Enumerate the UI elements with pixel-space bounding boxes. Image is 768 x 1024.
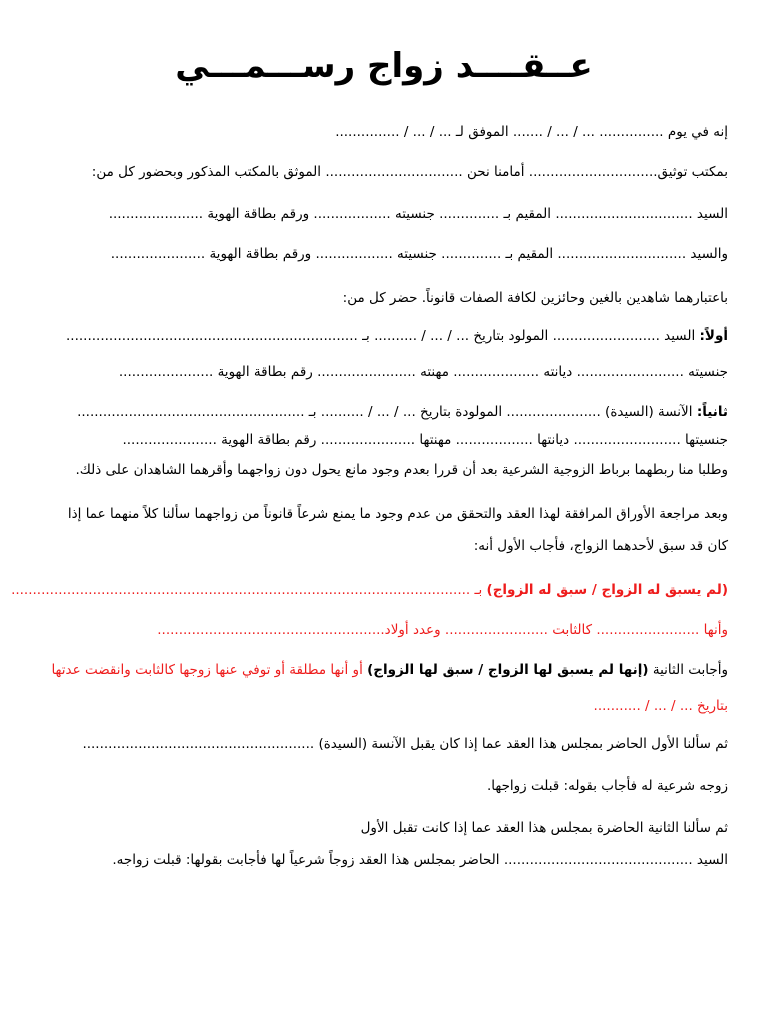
bride-date-line: بتاريخ ... / ... / ........... — [593, 698, 728, 714]
bride-label: ثانياً: — [696, 404, 728, 420]
groom-details: السيد ......................... المولود بتاريخ ... / ... / .......... بـ .................................................................... — [66, 328, 700, 344]
groom-marital-details: بـ ........................................................................................................... — [11, 582, 487, 598]
bride-info-line: جنسيتها ......................... ديانتها .................. مهنتها ...................... رقم بطاقة الهوية ...................... — [122, 432, 728, 448]
groom-children-line: وأنها ........................ كالثابت ........................ وعدد أولاد..................................................... — [157, 622, 728, 638]
page-title: عــقــــد زواج رســـمـــي — [175, 46, 593, 86]
review-line: وبعد مراجعة الأوراق المرافقة لهذا العقد والتحقق من عدم وجود ما يمنع شرعاً قانوناً من زواجهما سألنا كلاً منهما عما إذا — [67, 506, 728, 522]
bride-answer-prefix: وأجابت الثانية — [648, 662, 728, 678]
bride-marital-line — [38, 660, 728, 680]
groom-acceptance-answer: زوجه شرعية له فأجاب بقوله: قبلت زواجها. — [486, 778, 728, 794]
date-line: إنه في يوم ............... ... / ... / ....... الموفق لـ ... / ... / ............... — [335, 124, 728, 140]
bride-marital-details: أو أنها مطلقة أو توفي عنها زوجها كالثابت وانقضت عدتها — [51, 662, 368, 678]
groom-marital-options: (لم يسبق له الزواج / سبق له الزواج) — [486, 582, 728, 598]
groom-marital-line — [11, 580, 728, 600]
request-line: وطلبا منا ربطهما برباط الزوجية الشرعية بعد أن قررا بعدم وجود مانع يحول دون زواجهما وأقرهما الشاهدان على ذلك. — [75, 462, 728, 478]
witness-1-line: السيد ................................ المقيم بـ .............. جنسيته .................. ورقم بطاقة الهوية ...................... — [108, 206, 728, 222]
witness-2-line: والسيد .............................. المقيم بـ .............. جنسيته .................. ورقم بطاقة الهوية ...................... — [110, 246, 728, 262]
review-line-2: كان قد سبق لأحدهما الزواج، فأجاب الأول أنه: — [473, 538, 728, 554]
bride-details: الآنسة (السيدة) ...................... المولودة بتاريخ ... / ... / .......... بـ ..................................................... — [77, 404, 697, 420]
bride-acceptance-question: ثم سألنا الثانية الحاضرة بمجلس هذا العقد عما إذا كانت تقبل الأول — [360, 820, 728, 836]
bride-line — [38, 402, 728, 422]
bride-acceptance-answer: السيد ............................................ الحاضر بمجلس هذا العقد زوجاً شرعياً لها فأجابت بقولها: قبلت زواجه. — [112, 852, 728, 868]
groom-info-line: جنسيته ......................... ديانته .................... مهنته ....................... رقم بطاقة الهوية ...................... — [118, 364, 728, 380]
groom-label: أولاً: — [699, 328, 728, 344]
groom-acceptance-question: ثم سألنا الأول الحاضر بمجلس هذا العقد عما إذا كان يقبل الآنسة (السيدة) ...................................................... — [82, 736, 728, 752]
witness-statement-line: باعتبارهما شاهدين بالغين وحائزين لكافة الصفات قانوناً. حضر كل من: — [342, 290, 728, 306]
bride-marital-options: (إنها لم يسبق لها الزواج / سبق لها الزواج) — [367, 662, 649, 678]
office-line: بمكتب توثيق.............................. أمامنا نحن ................................ الموثق بالمكتب المذكور وبحضور كل من: — [91, 164, 728, 180]
groom-line — [38, 326, 728, 346]
